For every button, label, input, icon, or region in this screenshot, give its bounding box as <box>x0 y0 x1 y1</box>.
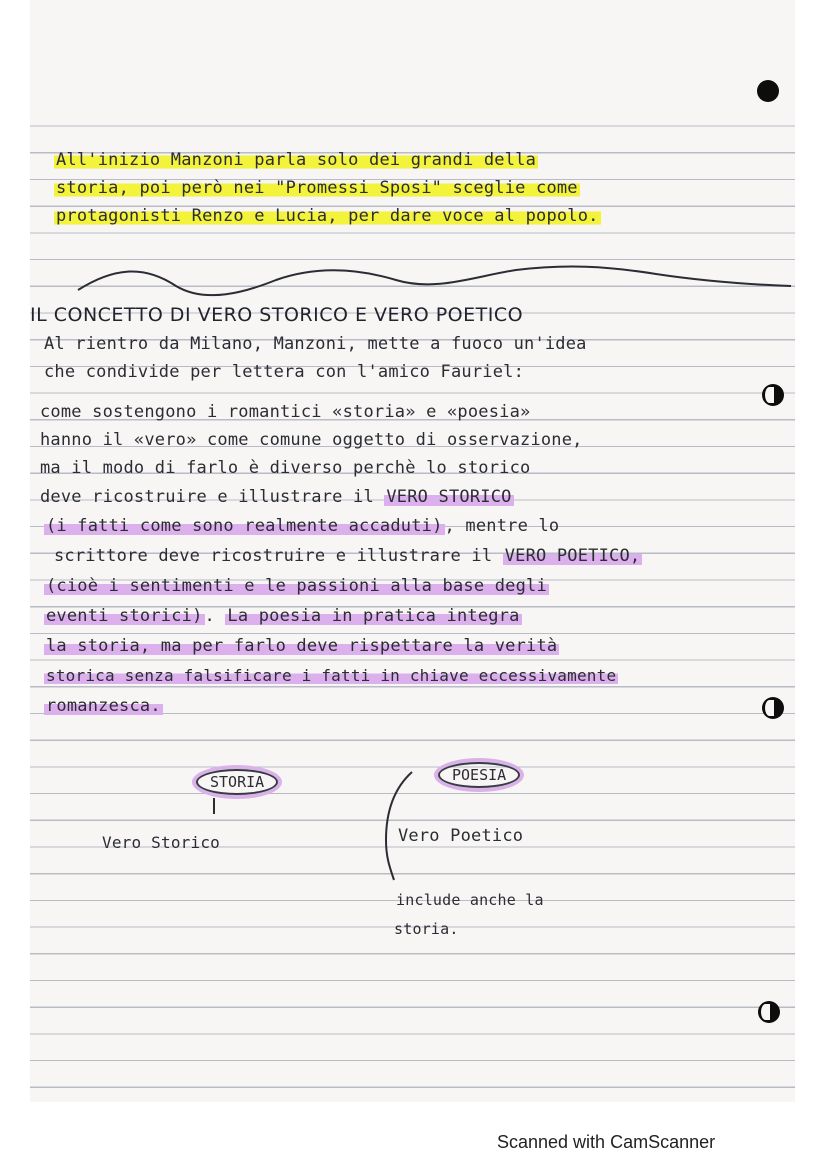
body-line: eventi storici) . La poesia in pratica integra <box>46 606 520 626</box>
intro-line-3: protagonisti Renzo e Lucia, per dare voce al popolo. <box>56 206 599 226</box>
body-line: (i fatti come sono realmente accaduti) , mentre lo <box>46 516 560 536</box>
body-line: Al rientro da Milano, Manzoni, mette a fuoco un'idea <box>44 334 587 354</box>
poesia-bubble: POESIA <box>438 762 520 788</box>
storia-bubble: STORIA <box>196 769 278 795</box>
notebook-page <box>30 0 795 1102</box>
body-line: storica senza falsificare i fatti in chiave eccessivamente <box>46 666 617 685</box>
body-line: ma il modo di farlo è diverso perchè lo storico <box>40 458 531 478</box>
body-line: romanzesca. <box>46 696 161 716</box>
body-line: (cioè i sentimenti e le passioni alla base degli <box>46 576 547 596</box>
intro-line-1: All'inizio Manzoni parla solo dei grandi della <box>56 150 537 170</box>
vero-poetico-highlight: VERO POETICO, <box>504 546 641 566</box>
body-line: hanno il «vero» come comune oggetto di osservazione, <box>40 430 583 450</box>
body-line: come sostengono i romantici «storia» e «poesia» <box>40 402 531 422</box>
intro-line-2: storia, poi però nei "Promessi Sposi" sceglie come <box>56 178 578 198</box>
vero-storico-highlight: VERO STORICO <box>386 487 512 507</box>
vero-storico-label: Vero Storico <box>102 833 220 852</box>
body-line: la storia, ma per farlo deve rispettare la verità <box>46 636 558 656</box>
body-line: che condivide per lettera con l'amico Fauriel: <box>44 362 525 382</box>
scanner-watermark: Scanned with CamScanner <box>497 1132 716 1152</box>
diagram-note-line-1: include anche la <box>396 891 544 909</box>
body-line-vero-storico: deve ricostruire e illustrare il VERO STORICO <box>40 487 512 507</box>
body-line-vero-poetico: scrittore deve ricostruire e illustrare il VERO POETICO, <box>54 546 641 566</box>
section-heading: IL CONCETTO DI VERO STORICO E VERO POETICO <box>30 304 524 326</box>
vero-poetico-label: Vero Poetico <box>398 826 524 846</box>
diagram-note-line-2: storia. <box>394 920 459 938</box>
